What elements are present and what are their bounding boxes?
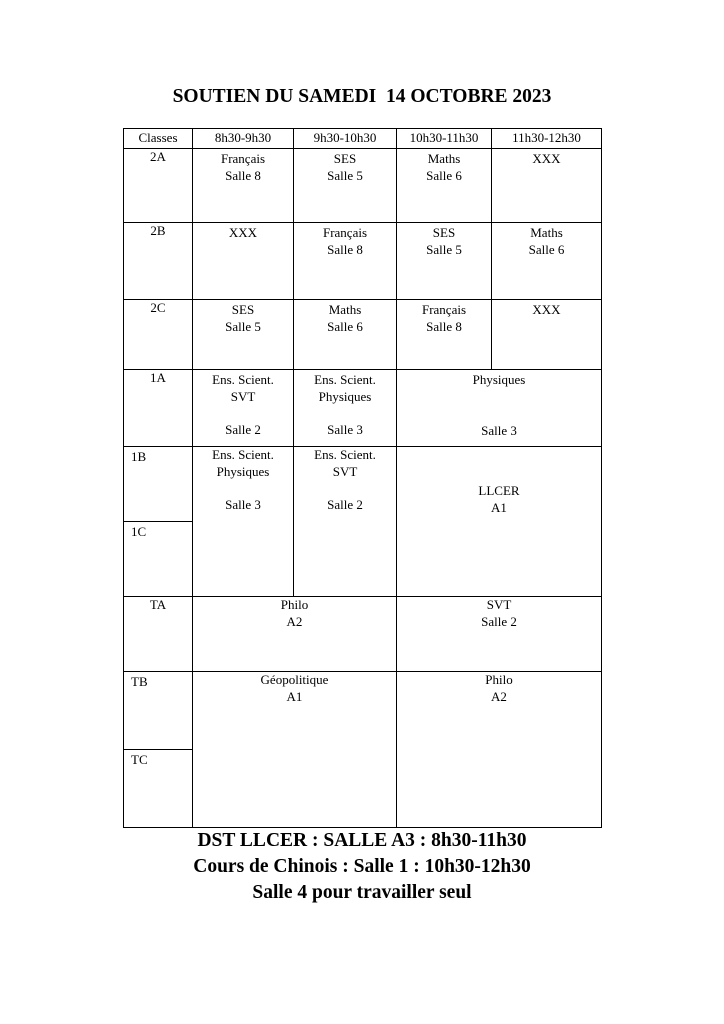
- class-label-pair: [124, 447, 193, 597]
- table-row: [124, 149, 602, 223]
- cell: SES Salle 5: [193, 300, 294, 370]
- header-slot-3: 10h30-11h30: [397, 129, 492, 149]
- cell: Maths Salle 6: [294, 300, 397, 370]
- footer-line-room: Salle 4 pour travailler seul: [252, 882, 472, 903]
- class-label: 2C: [124, 300, 193, 370]
- header-slot-1: 8h30-9h30: [193, 129, 294, 149]
- footer-line-chinese: Cours de Chinois : Salle 1 : 10h30-12h30: [193, 856, 531, 877]
- class-label: 1C: [131, 524, 147, 539]
- cell: SVT Salle 2: [397, 597, 602, 672]
- class-label-pair: [124, 672, 193, 828]
- class-label: TC: [131, 752, 148, 767]
- table-row: [124, 370, 602, 447]
- footer-notes: [0, 828, 724, 906]
- cell: Français Salle 8: [193, 149, 294, 223]
- cell: Philo A2: [397, 672, 602, 828]
- class-label: 1A: [124, 370, 193, 447]
- table-row: [124, 597, 602, 672]
- class-label: 1B: [124, 447, 192, 522]
- cell: Maths Salle 6: [397, 149, 492, 223]
- cell: SES Salle 5: [397, 223, 492, 300]
- cell: XXX: [492, 300, 602, 370]
- header-slot-2: 9h30-10h30: [294, 129, 397, 149]
- header-row: [124, 129, 602, 149]
- cell: Philo A2: [193, 597, 397, 672]
- footer-line-dst: DST LLCER : SALLE A3 : 8h30-11h30: [197, 830, 527, 851]
- class-label: 2A: [124, 149, 193, 223]
- class-label: TB: [124, 672, 192, 750]
- page-title: SOUTIEN DU SAMEDI 14 OCTOBRE 2023: [172, 86, 552, 107]
- header-classes: Classes: [124, 129, 193, 149]
- header-slot-4: 11h30-12h30: [492, 129, 602, 149]
- table-row: [124, 223, 602, 300]
- cell: Physiques Salle 3: [397, 370, 602, 447]
- cell: Ens. Scient. SVT Salle 2: [193, 370, 294, 447]
- cell: SES Salle 5: [294, 149, 397, 223]
- cell: Géopolitique A1: [193, 672, 397, 828]
- cell: XXX: [492, 149, 602, 223]
- cell: Français Salle 8: [294, 223, 397, 300]
- cell: Ens. Scient. Physiques Salle 3: [294, 370, 397, 447]
- cell: Français Salle 8: [397, 300, 492, 370]
- class-label: 2B: [124, 223, 193, 300]
- schedule-table: [123, 128, 602, 828]
- cell: Maths Salle 6: [492, 223, 602, 300]
- cell: XXX: [193, 223, 294, 300]
- cell: Ens. Scient. Physiques Salle 3: [193, 447, 294, 597]
- table-row: [124, 300, 602, 370]
- table-row: [124, 447, 602, 597]
- class-label: TA: [124, 597, 193, 672]
- table-row: [124, 672, 602, 828]
- cell: Ens. Scient. SVT Salle 2: [294, 447, 397, 597]
- cell: LLCER A1: [397, 447, 602, 597]
